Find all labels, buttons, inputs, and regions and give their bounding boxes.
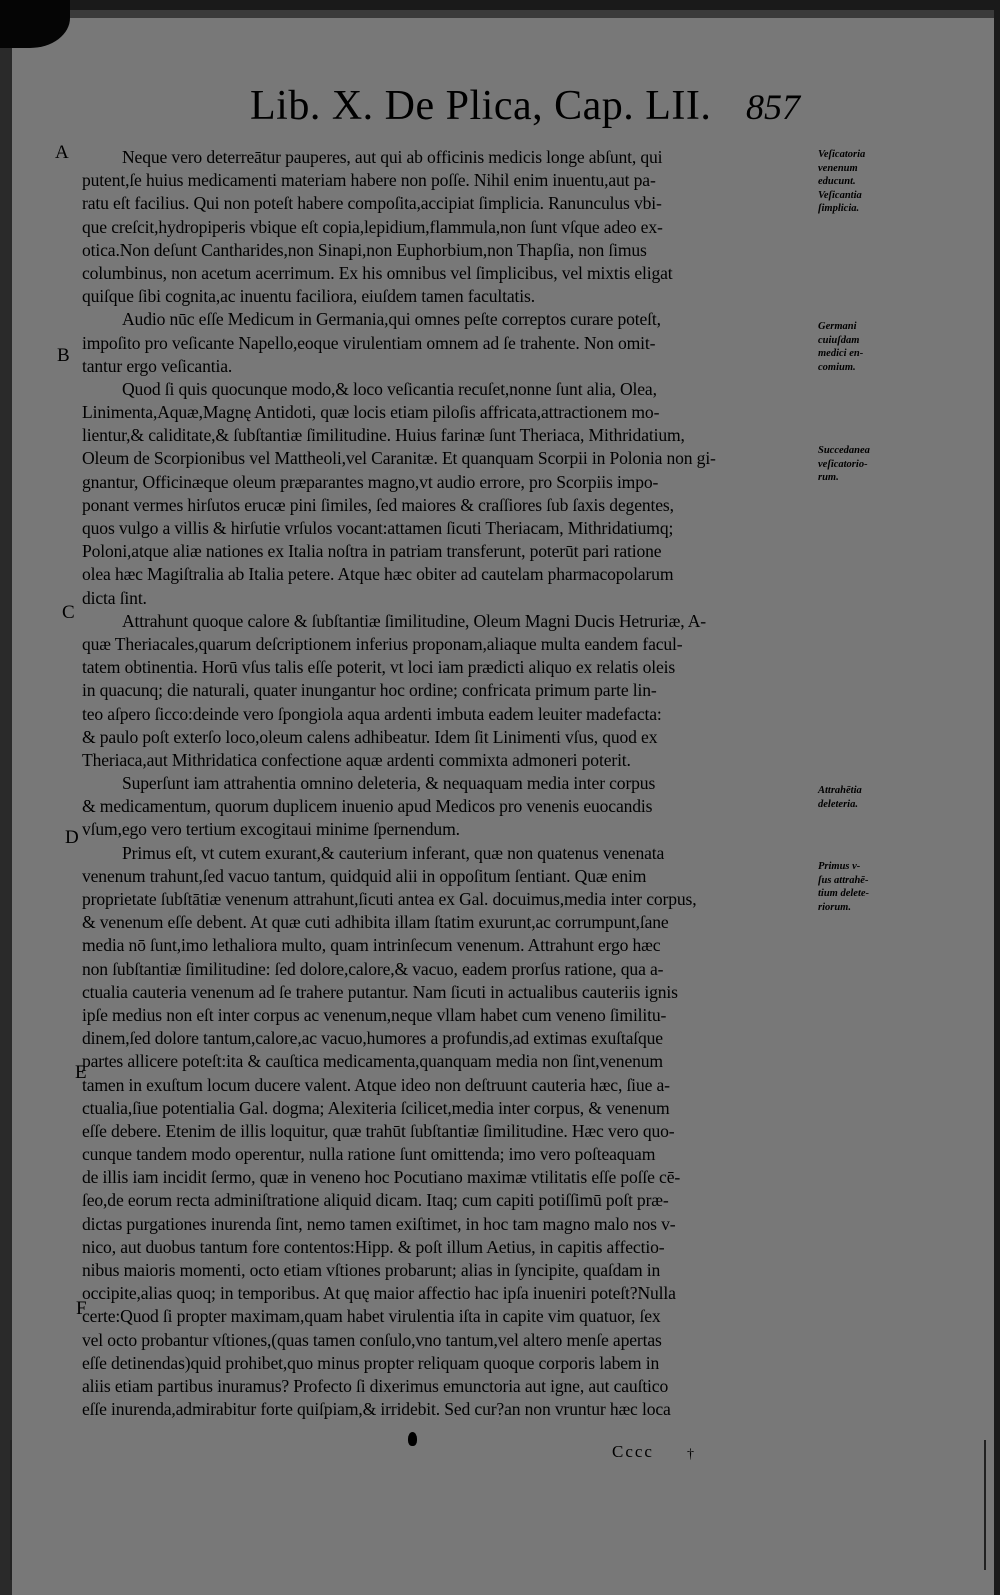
note-line: Veſicatoria (818, 149, 866, 160)
running-head: Lib. X. De Plica, Cap. LII. (250, 83, 712, 129)
section-letter-c: C (62, 602, 75, 623)
note-line: medici en- (818, 348, 864, 359)
text-line: quiſque ſibi cognita,ac inuentu faciliora, eiuſdem tamen facultatis. (82, 286, 535, 307)
text-line: eſſe inurenda,admirabitur forte quiſpiam,& irridebit. Sed cur?an non vruntur hæc loca (82, 1399, 671, 1420)
text-line: Primus eſt, vt cutem exurant,& cauterium inferant, quæ non quatenus venenata (122, 842, 665, 863)
page-number: 857 (746, 87, 800, 127)
note-line: Veſicantia (818, 189, 862, 201)
text-line: tantur ergo veſicantia. (82, 355, 233, 376)
note-line: Succedanea (818, 445, 870, 456)
text-line: Quod ſi quis quocunque modo,& loco veſicantia recuſet,nonne ſunt alia, Olea, (122, 378, 657, 399)
note-line: deleteria. (818, 798, 858, 810)
text-line: ſeo,de eorum recta adminiſtratione aliquid dicam. Itaq; cum capiti potiſſimū poſt præ- (82, 1190, 669, 1211)
text-line: impoſito pro veſicante Napello,eoque virulentiam omnem ad ſe trahente. Non omit- (82, 332, 656, 353)
text-line: ctualia,ſiue potentialia Gal. dogma; Alexiteria ſcilicet,media inter corpus, & venenum (82, 1097, 670, 1118)
note-line: rum. (818, 472, 839, 483)
note-line: riorum. (818, 901, 851, 913)
text-line: que creſcit,hydropiperis vbique eſt copia,lepidium,flammula,non ſunt vſque adeo ex- (82, 216, 663, 237)
section-letter-b: B (57, 345, 70, 366)
marginal-note-primus-usus (818, 860, 978, 914)
text-line: & paulo poſt exterſo loco,oleum calens adhibeatur. Idem ſit Linimenti vſus, quod ex (82, 726, 658, 747)
text-line: quæ Theriacales,quarum deſcriptionem inferius proponam,aliaque multa eandem facul- (82, 633, 683, 654)
text-line: otica.Non deſunt Cantharides,non Sinapi,non Euphorbium,non Thapſia, non ſimus (82, 239, 647, 260)
text-line: Linimenta,Aquæ,Magnę Antidoti, quæ locis etiam piloſis affricata,attractionem mo- (82, 402, 660, 423)
note-line: Primus v- (818, 861, 861, 872)
text-line: Audio nūc eſſe Medicum in Germania,qui omnes peſte correptos curare poteſt, (122, 309, 661, 330)
marginal-note-succedanea (818, 444, 978, 485)
note-line: veſicatorio- (818, 458, 868, 470)
text-line: tatem obtinentia. Horū vſus talis eſſe poterit, vt loci iam prædicti aliquo ex relatis oleis (82, 657, 676, 678)
page-right-border (994, 0, 1000, 1595)
text-line: Theriaca,aut Mithridatica confectione aquæ ardenti commixta admoneri poterit. (82, 749, 631, 770)
text-line: lientur,& caliditate,& ſubſtantiæ ſimilitudine. Huius farinæ ſunt Theriaca, Mithridatium, (82, 425, 685, 446)
marginal-note-germani (818, 320, 978, 374)
text-line: nico, aut duobus tantum fore contentos:Hipp. & poſt illum Aetius, in capitis affectio- (82, 1236, 665, 1257)
marginal-note-vesicatoria (818, 148, 978, 216)
note-line: Attrahētia (818, 785, 862, 796)
text-line: putent,ſe huius medicamenti materiam habere non poſſe. Nihil enim inuentu,aut pa- (82, 170, 656, 191)
dagger-mark-icon: † (687, 1447, 694, 1462)
text-line: eſſe detinendas)quid prohibet,quo minus propter reliquam quoque corporis labem in (82, 1352, 660, 1373)
signature-mark: Cccc (612, 1442, 654, 1461)
section-letter-e: E (75, 1062, 87, 1083)
text-line: tamen in exuſtum locum ducere valent. Atque ideo non deſtruunt cauteria hæc, ſiue a- (82, 1074, 670, 1095)
note-line: tium delete- (818, 888, 870, 899)
ink-blot (408, 1432, 417, 1446)
section-letter-a: A (55, 142, 69, 163)
text-line: vſum,ego vero tertium excogitaui minime ſpernendum. (82, 819, 460, 840)
text-line: columbinus, non acetum acerrimum. Ex his omnibus vel ſimplicibus, vel mixtis eligat (82, 262, 673, 283)
text-line: venenum trahunt,ſed vacuo tantum, quidquid alii in oppoſitum ſentiant. Quæ enim (82, 865, 647, 886)
text-line: ponant vermes hirſutos erucæ pini ſimiles, ſed maiores & craſſiores ſub ſaxis degentes, (82, 494, 674, 515)
text-line: proprietate ſubſtātiæ venenum attrahunt,ſicuti antea ex Gal. docuimus,media inter corpus, (82, 889, 697, 909)
text-line: ipſe medius non eſt inter corpus ac venenum,neque vllam habet cum veneno ſimilitu- (82, 1004, 667, 1025)
text-line: eſſe debere. Etenim de illis loquitur, quæ trahūt ſubſtantiæ ſimilitudine. Hæc vero quo- (82, 1120, 675, 1141)
note-line: educunt. (818, 176, 856, 187)
note-line: Germani (818, 321, 857, 332)
text-line: gnantur, Officinæque oleum præparantes magno,vt audio errore, pro Scorpiis impo- (82, 471, 659, 492)
note-line: cuiuſdam (818, 334, 860, 346)
note-line: venenum (818, 162, 858, 174)
text-line: Poloni,atque aliæ nationes ex Italia noſtra in patriam transferunt, poterūt pari ratione (82, 541, 662, 562)
text-line: olea hæc Magiſtralia ab Italia petere. Atque hæc obiter ad cautelam pharmacopolarum (82, 564, 674, 585)
text-line: Attrahunt quoque calore & ſubſtantiæ ſimilitudine, Oleum Magni Ducis Hetruriæ, A- (122, 610, 706, 631)
corner-ink-blot (0, 0, 70, 48)
text-line: dinem,ſed dolore tantum,calore,ac vacuo,humores a profundis,ad extimas exuſtaſque (82, 1028, 663, 1049)
body-text (82, 146, 816, 1445)
text-line: nibus maioris momenti, octo etiam vſtiones probarunt; alias in ſyncipite, quaſdam in (82, 1260, 661, 1280)
text-line: non ſubſtantiæ ſimilitudine: ſed dolore,calore,& vacuo, eadem prorſus ratione, qua a- (82, 958, 664, 979)
text-line: & medicamentum, quorum duplicem inuenio apud Medicos pro venenis euocandis (82, 796, 653, 817)
text-line: Superſunt iam attrahentia omnino deleteria, & nequaquam media inter corpus (122, 773, 656, 794)
text-line: certe:Quod ſi propter maximam,quam habet virulentia iſta in capite vim quatuor, ſex (82, 1306, 661, 1327)
scan-artifact-line-left (10, 1440, 12, 1580)
text-line: partes allicere poteſt:ita & cauſtica medicamenta,quanquam media non ſint,venenum (82, 1051, 663, 1072)
text-line: Neque vero deterreātur pauperes, aut qui ab officinis medicis longe abſunt, qui (122, 147, 663, 167)
text-line: quos vulgo a villis & hirſutie vrſulos vocant:attamen ſicuti Theriacam, Mithridatiumq; (82, 518, 674, 538)
text-line: media nō ſunt,imo lethaliora multo, quam intrinſecum venenum. Attrahunt ergo hæc (82, 935, 661, 956)
text-line: dicta ſint. (82, 587, 147, 608)
text-line: ratu eſt facilius. Qui non poteſt habere compoſita,accipiat ſimplicia. Ranunculus vbi- (82, 193, 662, 214)
text-line: dictas purgationes inurenda ſint, nemo tamen exiſtimet, in hoc tam magno malo nos v- (82, 1213, 676, 1234)
text-line: aliis etiam partibus inuramus? Profecto ſi dixerimus emunctoria aut igne, aut cauſtico (82, 1375, 669, 1396)
text-line: Oleum de Scorpionibus vel Mattheoli,vel Caranitæ. Et quanquam Scorpii in Polonia non gi- (82, 448, 716, 469)
section-letter-d: D (65, 827, 79, 848)
note-line: ſus attrahē- (818, 874, 869, 886)
text-line: vel octo probantur vſtiones,(quas tamen conſulo,vno tantum,vel altero menſe apertas (82, 1329, 662, 1350)
text-line (82, 1421, 816, 1444)
page-left-border (0, 0, 12, 1595)
text-line: cunque tandem modo operentur, nulla ratione ſunt omittenda; imo vero poſteaquam (82, 1144, 656, 1165)
text-line: teo aſpero ſicco:deinde vero ſpongiola aqua ardenti imbuta eadem leuiter madefacta: (82, 703, 662, 724)
text-line: de illis iam incidit ſermo, quæ in veneno hoc Pocutiano maximæ vtilitatis eſſe poſſe cē- (82, 1167, 681, 1188)
note-line: comium. (818, 361, 856, 373)
text-line: ctualia cauteria venenum ad ſe trahere putantur. Nam ſicuti in actualibus cauteriis ignis (82, 981, 678, 1002)
scan-artifact-line-right (984, 1440, 986, 1570)
text-line: in quacunq; die naturali, quater inungantur hoc ordine; confricata primum parte lin- (82, 680, 657, 701)
marginal-note-attrahentia (818, 784, 978, 811)
page-top-shadow (0, 10, 1000, 18)
note-line: ſimplicia. (818, 203, 860, 214)
text-line: occipite,alias quoq; in temporibus. At quę maior affectio hac ipſa inueniri poteſt?Nulla (82, 1283, 676, 1304)
text-line: & venenum eſſe debent. At quæ cuti adhibita illam ſtatim exurunt,ac corrumpunt,ſane (82, 912, 669, 933)
section-letter-f: F (76, 1298, 87, 1319)
